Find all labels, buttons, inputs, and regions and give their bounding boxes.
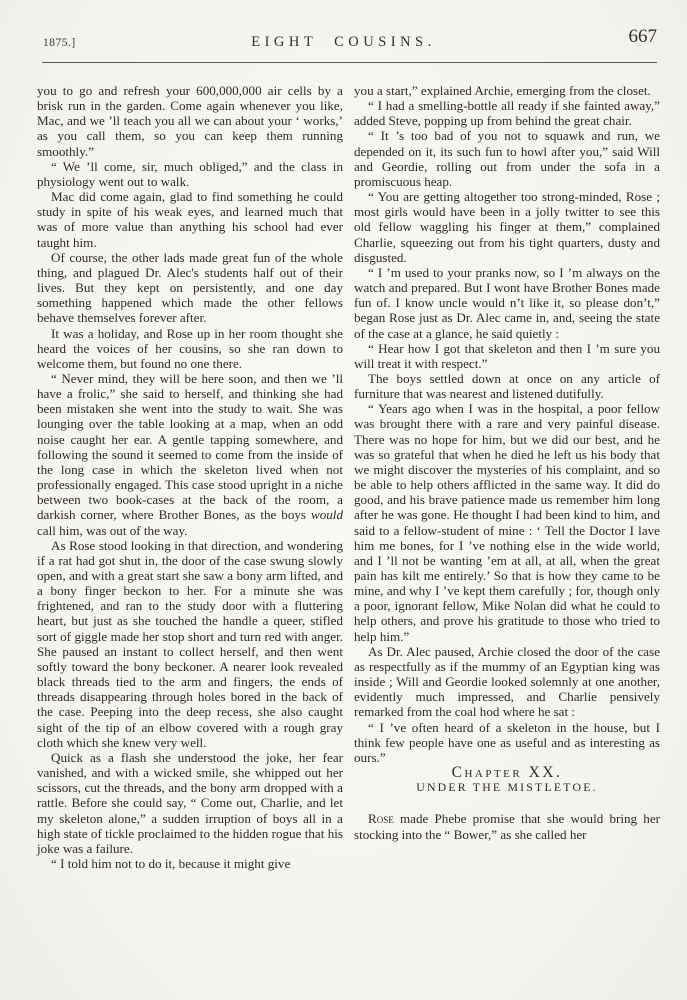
text-columns [37,83,661,871]
paragraph: “ Hear how I got that skeleton and then I ’m sure you will treat it with respect.” [354,340,660,371]
paragraph: “ I had a smelling-bottle all ready if she fainted away,” added Steve, popping up from behind the great chair. [354,98,660,129]
paragraph: Mac did come again, glad to find something he could study in spite of his weak eyes, and learned much that was of more value than anything his school had ever taught him. [37,189,343,250]
chapter-subtitle: UNDER THE MISTLETOE. [416,780,598,795]
paragraph: “ Years ago when I was in the hospital, a poor fellow was brought there with a rare and very painful disease. There was no hope for him, but we did our best, and he was so grateful that when he died he left us his body that we might discover the mysteries of his complaint, and so be able to help others afflicted in the same way. It did do good, and his brave patience made us remember him long after he was gone. He thought I had been kind to him, and said to a fellow-student of mine : ‘ Tell the Doctor I lave him me bones, for I ’ve nothing else in the wide world, and I ’ll not be wanting ’em at all, at all, when the great pain has kilt me entirely.’ So that is how they came to be mine, and why I ’ve kept them carefully ; for, though only a poor, ignorant fellow, Mike Nolan did what he could to help others, and prove his gratitude to those who tried to help him.” [354,401,660,644]
chapter-opening-paragraph [354,811,660,841]
paragraph: As Rose stood looking in that direction, and wondering if a rat had got shut in, the door of the case swung slowly open, and with a great start she saw a bony arm lifted, and a bony finger beckon to her. For a minute she was frightened, and ran to the study door with a fluttering heart, but just as she touched the handle a queer, stifled sort of giggle made her stop short and turn red with anger. She paused an instant to collect herself, and then went softly toward the bony beckoner. A nearer look revealed black threads tied to the arm and fingers, the ends of threads disappearing through holes bored in the back of the case. Peeping into the deep recess, she also caught sight of the tip of an elbow covered with a rough gray cloth which she knew very well. [37,537,343,750]
paragraph: Of course, the other lads made great fun of the whole thing, and plagued Dr. Alec's students half out of their lives. But they kept on persistently, and one day something happened which made the other fellows behave themselves forever after. [37,249,343,326]
paragraph [37,371,343,538]
paragraph: “ I told him not to do it, because it might give [51,855,291,871]
folio-date: 1875.] [43,37,76,49]
paragraph-text: call him, was out of the way. [37,522,188,538]
running-title: EIGHT COUSINS. [251,34,436,50]
paragraph: you a start,” explained Archie, emerging from the closet. [354,83,651,98]
lead-word: Rose [368,811,394,827]
header-rule [42,62,657,63]
paragraph: Quick as a flash she understood the joke, her fear vanished, and with a wicked smile, she whipped out her scissors, cut the threads, and the bony arm dropped with a rattle. Before she could say, “ Come out, Charlie, and let my skeleton alone,” a sudden irruption of boys all in a high state of tickle proclaimed to the hidden rogue that his joke was a failure. [37,749,343,856]
paragraph: It was a holiday, and Rose up in her room thought she heard the voices of her cousins, so she ran down to welcome them, but found no one there. [37,325,343,371]
paragraph-text: “ Never mind, they will be here soon, and then we ’ll have a frolic,” she said to herself, and thinking she had been mistaken she went into the study to wait. She was lounging over the table looking at a map, when an odd noise caught her ear. A gentle tapping somewhere, and following the sound it seemed to come from the inside of the long case in which the skeleton lived when not professionally engaged. This case stood upright in a niche between two book-cases at the back of the room, a darkish corner, where Brother Bones, as the boys [37,370,343,523]
paragraph: The boys settled down at once on any article of furniture that was nearest and listened dutifully. [354,370,660,402]
paragraph: “ I ’ve often heard of a skeleton in the house, but I think few people have one as useful and as interesting as ours.” [354,719,660,765]
italic-word: would [310,507,343,523]
left-column [37,83,343,871]
paragraph-text: made Phebe promise that she would bring her stocking into the “ Bower,” as she called her [354,811,660,842]
right-column [354,83,660,871]
paragraph: “ It ’s too bad of you not to squawk and run, we depended on it, its such fun to howl after you,” said Will and Geordie, rolling out from under the sofa in a promiscuous heap. [354,128,660,189]
paragraph: you to go and refresh your 600,000,000 air cells by a brisk run in the garden. Come again whenever you like, Mac, and we ’ll teach you all we can about your ‘ works,’ as you call them, so you can keep them running smoothly.” [37,83,343,159]
paragraph: “ I ’m used to your pranks now, so I ’m always on the watch and prepared. But I wont have Brother Bones made fun of. I know uncle would n’t like it, so please don’t,” began Rose just as Dr. Alec came in, and, seeing the state of the case at a glance, he said quietly : [354,264,660,341]
chapter-heading: Chapter XX. [451,764,563,782]
paragraph: “ You are getting altogether too strong-minded, Rose ; most girls would have been in a jolly twitter to see this old fellow waggling his finger at them,” complained Charlie, squeezing out from his tight quarters, dusty and disgusted. [354,189,660,265]
page-number: 667 [628,26,657,47]
paragraph: “ We ’ll come, sir, much obliged,” and the class in physiology went out to walk. [37,158,343,189]
paragraph: As Dr. Alec paused, Archie closed the door of the case as respectfully as if the mummy of an Egyptian king was inside ; Will and Geordie looked solemnly at one another, evidently much impressed, and Charlie pensively remarked from the coal hod where he sat : [354,643,660,720]
